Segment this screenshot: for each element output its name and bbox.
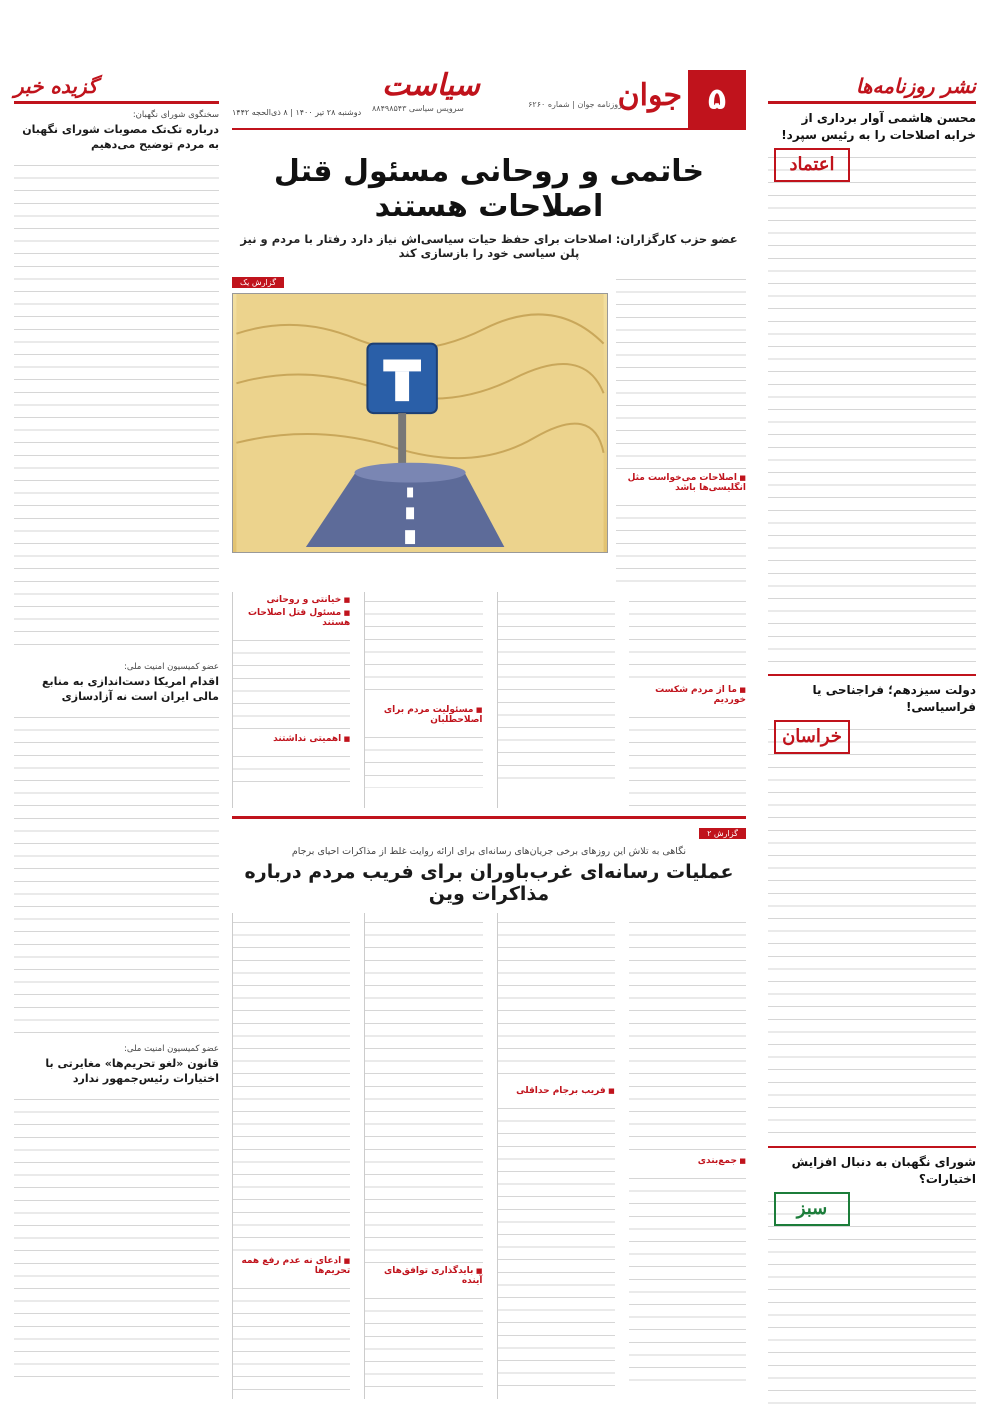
brief-1-kicker: سخنگوی شورای نگهبان:	[132, 110, 219, 120]
service-info: سرویس سیاسی ۸۸۴۹۸۵۴۳	[372, 104, 464, 113]
story2-kicker: نگاهی به تلاش این روزهای برخی جریان‌های رسانه‌ای برای ارائه روایت غلط از مذاکرات احیای برجام	[291, 846, 687, 857]
brief-1-title: درباره تک‌تک مصوبات شورای نگهبان به مردم توضیح می‌دهیم	[22, 123, 219, 151]
page-masthead	[232, 60, 746, 130]
press-review-title: نشر روزنامه‌ها	[855, 74, 976, 98]
issue-info: روزنامه جوان | شماره ۶۲۶۰	[528, 100, 622, 109]
press-item-2-title: دولت سیزدهم؛ فراجناحی یا فراسیاسی!	[812, 683, 976, 714]
main-subhead-6: ■ ما از مردم شکست خوردیم	[629, 685, 746, 705]
story2-col-3	[364, 913, 488, 1399]
report-tag-2: گزارش ۲	[699, 828, 746, 839]
brief-3-kicker: عضو کمیسیون امنیت ملی:	[124, 1044, 219, 1054]
press-item-3-title: شورای نگهبان به دنبال افزایش اختیارات؟	[791, 1155, 976, 1186]
main-subhead-1: ■ اصلاحات می‌خواست مثل انگلیسی‌ها باشد	[616, 473, 746, 493]
main-col-3	[364, 592, 488, 808]
separator	[768, 674, 976, 676]
report-tag-1: گزارش یک	[232, 277, 284, 288]
main-story-col-right	[616, 270, 746, 584]
date-line: دوشنبه ۲۸ تیر ۱۴۰۰ | ۸ ذی‌الحجه ۱۴۴۲	[232, 108, 362, 117]
page-number: ۵	[688, 70, 746, 128]
brief-1-body	[14, 156, 219, 656]
story2-subhead-4: ■ ادعای نه عدم‌ رفع همه تحریم‌ها	[233, 1256, 350, 1276]
newspaper-logo: جوان	[617, 78, 682, 113]
story2-headline: عملیات رسانه‌ای غرب‌باوران برای فریب مردم درباره مذاکرات وین	[244, 861, 734, 905]
main-col-4	[232, 592, 356, 808]
main-col-2	[497, 592, 621, 808]
main-headline: خاتمی و روحانی مسئول قتل اصلاحات هستند	[273, 154, 705, 224]
khorasan-logo: خراسان	[774, 720, 850, 754]
section-title: سیاست	[382, 68, 480, 103]
main-subhead-5: ■ مسئولیت مردم برای اصلاحطلبان	[365, 705, 482, 725]
brief-2-body	[14, 708, 219, 1038]
news-briefs-title: گزیده خبر	[14, 74, 98, 98]
press-item-3-body	[768, 1192, 976, 1415]
main-subheadline: عضو حزب کارگزاران: اصلاحات برای حفظ حیات سیاسی‌اش نیاز دارد رفتار با مردم و نیز پلن سیاسی خود را بازسازی کند	[240, 232, 738, 260]
story2-subhead-1: ■ جمع‌بندی	[629, 1156, 746, 1166]
main-content	[232, 60, 746, 1399]
main-story-columns	[232, 592, 746, 808]
story2-subhead-3: ■ بایدگذاری توافق‌های آینده	[365, 1266, 482, 1286]
etemad-logo: اعتماد	[774, 148, 850, 182]
brief-2-kicker: عضو کمیسیون امنیت ملی:	[124, 662, 219, 672]
story2-subhead-2: ■ فریب برجام حداقلی	[498, 1086, 615, 1096]
story2-col-2	[497, 913, 621, 1399]
story2-section	[232, 816, 746, 1399]
main-story-top	[232, 270, 746, 584]
main-subhead-3: ■ مسئول قتل اصلاحات هستند	[233, 608, 350, 628]
separator	[768, 1146, 976, 1148]
news-briefs-column	[14, 60, 219, 1405]
cartoon-area	[232, 270, 608, 584]
story2-col-1	[629, 913, 746, 1399]
press-item-1-title: محسن هاشمی آوار برداری از خرابه اصلاحات را به رئیس سپرد!	[781, 111, 976, 142]
press-review-header	[768, 60, 976, 104]
dead-end-road-illustration	[233, 294, 607, 552]
news-briefs-header	[14, 60, 219, 104]
cartoon-image	[232, 293, 608, 553]
main-col-1	[629, 592, 746, 808]
main-subhead-2: ■ خیانتی و روحانی	[233, 595, 350, 605]
brief-3-title: قانون «لغو تحریم‌ها» مغایرتی با اختیارات رئیس‌جمهور ندارد	[45, 1057, 219, 1085]
brief-2-title: اقدام امریکا دست‌اندازی به منابع مالی ایران است نه آزادسازی	[42, 675, 219, 703]
story2-columns	[232, 913, 746, 1399]
sazandegi-logo: سبز	[774, 1192, 850, 1226]
press-item-1-body	[768, 148, 976, 668]
brief-3-body	[14, 1090, 219, 1380]
story2-col-4	[232, 913, 356, 1399]
press-review-column	[768, 60, 976, 1405]
press-item-2-body	[768, 720, 976, 1140]
main-subhead-4: ■ اهمیتی نداشتند	[233, 734, 350, 744]
